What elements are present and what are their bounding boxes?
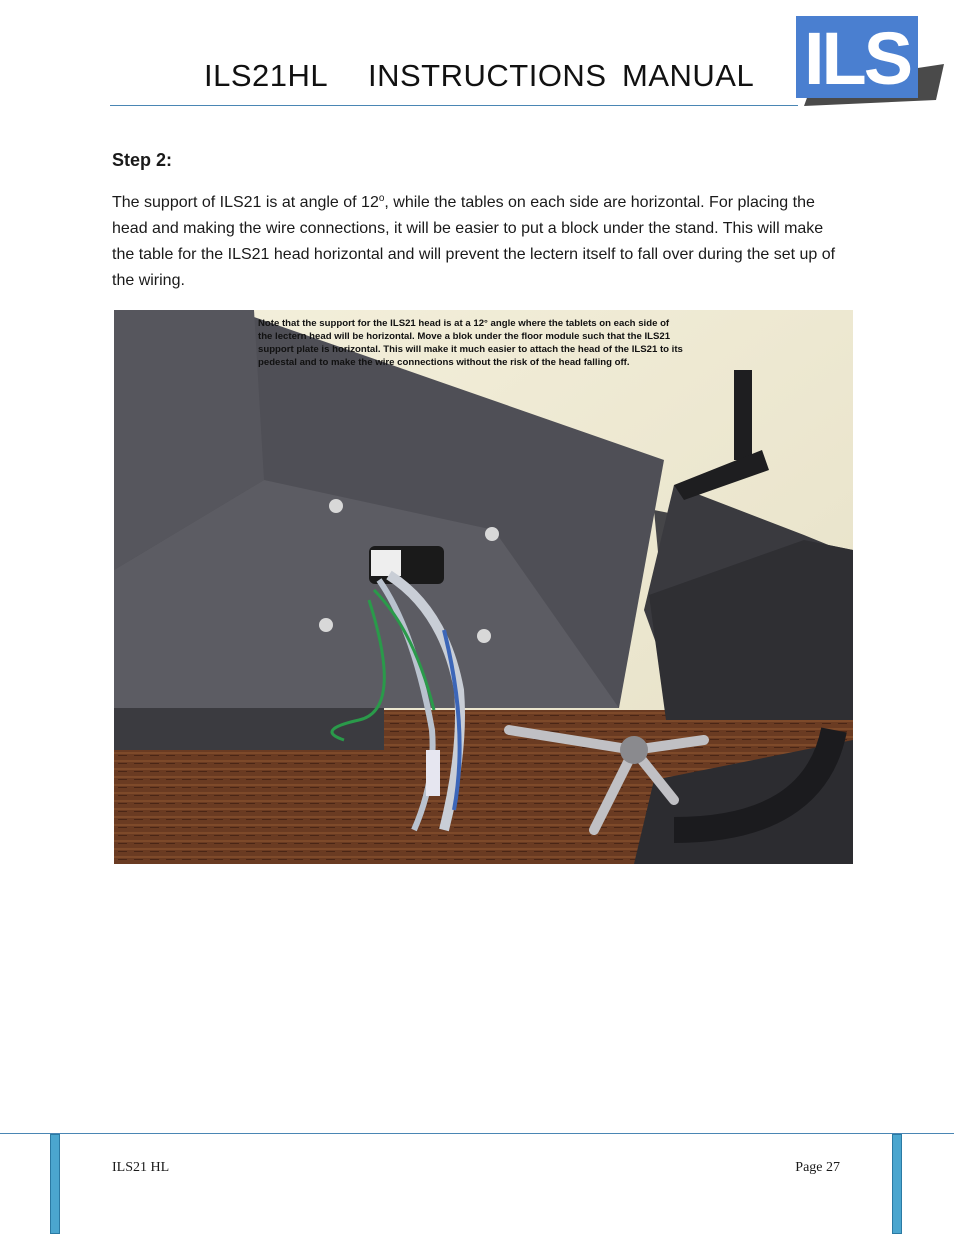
footer-doc-name: ILS21 HL (112, 1160, 170, 1175)
body-text-1: The support of ILS21 is at angle of 12 (112, 194, 379, 211)
body-text-2: , while the tables on each side are horizontal. For placing the head and making the wire connections, it will be easier to put a block under the stand. This will make the table for the ILS21 head horizontal and will prevent the lectern itself to fall over during the set up of the wiring. (112, 194, 836, 289)
footer-right-bar (892, 1134, 902, 1234)
body-paragraph (112, 190, 847, 294)
title-part-2: INSTRUCTIONS (368, 58, 607, 93)
logo-text: ILS (803, 17, 911, 100)
caption-line-1: Note that the support for the ILS21 head is at a 12° angle where the tablets on each side of (258, 318, 670, 329)
header-rule (110, 105, 798, 106)
caption-line-4: pedestal and to make the wire connections without the risk of the head falling off. (258, 357, 630, 368)
ils-logo (794, 14, 950, 112)
title-part-1: ILS21HL (204, 58, 329, 93)
footer-rule (0, 1133, 954, 1134)
lectern-photo-svg (114, 310, 853, 864)
step-heading: Step 2: (112, 150, 173, 170)
degree-superscript: o (378, 193, 385, 204)
photo-caption (258, 317, 818, 369)
title-part-3: MANUAL (622, 58, 755, 93)
lectern-photo (114, 310, 853, 864)
caption-line-3: support plate is horizontal. This will make it much easier to attach the head of the ILS21 to its (258, 344, 683, 355)
caption-line-2: the lectern head will be horizontal. Move a blok under the floor module such that the ILS21 (258, 331, 671, 342)
footer-left-bar (50, 1134, 60, 1234)
page-number: Page 27 (795, 1160, 840, 1175)
